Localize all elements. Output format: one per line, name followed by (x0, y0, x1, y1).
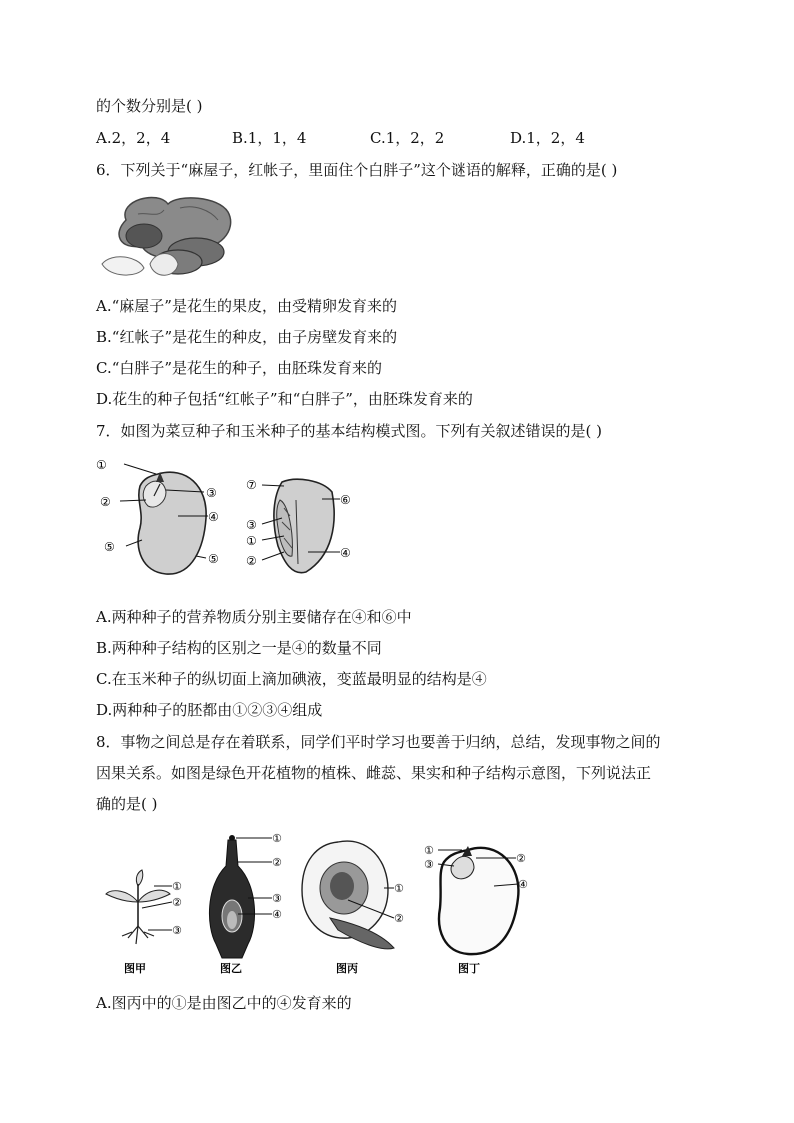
figure-bing (302, 841, 404, 975)
q6-option-c: C.“白胖子”是花生的种子，由胚珠发育来的 (96, 359, 383, 377)
bing-label-2: ② (394, 912, 404, 925)
caption-yi: 图乙 (220, 962, 242, 975)
figure-ding (424, 844, 528, 975)
jia-label-2: ② (172, 896, 182, 909)
q6-option-a: A.“麻屋子”是花生的果皮，由受精卵发育来的 (96, 297, 397, 315)
jia-label-3: ③ (172, 924, 182, 937)
seed-structure-diagram (96, 452, 366, 580)
bing-label-1: ① (394, 882, 404, 895)
corn-label-1: ① (246, 534, 257, 548)
q8-stem-line-3: 确的是( ) (96, 795, 158, 813)
q8-stem-line-1: 8．事物之间总是存在着联系，同学们平时学习也要善于归纳，总结，发现事物之间的 (96, 733, 661, 751)
q5-option-b: B.1，1，4 (232, 129, 307, 147)
peanut-image (98, 190, 238, 282)
q6-option-b: B.“红帐子”是花生的种皮，由子房壁发育来的 (96, 328, 398, 346)
ding-label-2: ② (516, 852, 526, 865)
q6-option-d: D.花生的种子包括“红帐子”和“白胖子”，由胚珠发育来的 (96, 390, 473, 408)
bean-label-1: ① (96, 458, 107, 472)
corn-label-2: ② (246, 554, 257, 568)
yi-label-2: ② (272, 856, 282, 869)
caption-ding: 图丁 (458, 962, 480, 975)
q7-option-c: C.在玉米种子的纵切面上滴加碘液，变蓝最明显的结构是④ (96, 670, 487, 688)
yi-label-4: ④ (272, 908, 282, 921)
bean-label-3: ③ (206, 486, 217, 500)
bean-label-2: ② (100, 495, 111, 509)
caption-jia: 图甲 (124, 962, 146, 975)
bean-label-4: ④ (208, 510, 219, 524)
q6-stem: 6．下列关于“麻屋子，红帐子，里面住个白胖子”这个谜语的解释，正确的是( ) (96, 161, 618, 179)
corn-seed-figure (246, 478, 351, 573)
q5-stem-tail: 的个数分别是( ) (96, 97, 203, 115)
yi-label-1: ① (272, 832, 282, 845)
q7-option-a: A.两种种子的营养物质分别主要储存在④和⑥中 (96, 608, 412, 626)
q5-option-c: C.1，2，2 (370, 129, 445, 147)
ding-label-3: ③ (424, 858, 434, 871)
q5-option-d: D.1，2，4 (510, 129, 585, 147)
bean-label-5-right: ⑤ (208, 552, 219, 566)
plant-structure-diagram (98, 826, 546, 980)
ding-label-1: ① (424, 844, 434, 857)
jia-label-1: ① (172, 880, 182, 893)
yi-label-3: ③ (272, 892, 282, 905)
corn-label-6: ⑥ (340, 493, 351, 507)
figure-yi (209, 832, 282, 975)
bean-seed-figure (96, 458, 219, 574)
corn-label-4: ④ (340, 546, 351, 560)
corn-label-3: ③ (246, 518, 257, 532)
q8-option-a: A.图丙中的①是由图乙中的④发育来的 (96, 994, 352, 1012)
q7-option-d: D.两种种子的胚都由①②③④组成 (96, 701, 323, 719)
q5-option-a: A.2，2，4 (96, 129, 171, 147)
caption-bing: 图丙 (336, 962, 358, 975)
q8-stem-line-2: 因果关系。如图是绿色开花植物的植株、雌蕊、果实和种子结构示意图，下列说法正 (96, 764, 652, 782)
figure-jia (106, 870, 182, 975)
bean-label-5-left: ⑤ (104, 540, 115, 554)
q7-stem: 7．如图为菜豆种子和玉米种子的基本结构模式图。下列有关叙述错误的是( ) (96, 422, 603, 440)
q7-option-b: B.两种种子结构的区别之一是④的数量不同 (96, 639, 382, 657)
corn-label-7: ⑦ (246, 478, 257, 492)
ding-label-4: ④ (518, 878, 528, 891)
